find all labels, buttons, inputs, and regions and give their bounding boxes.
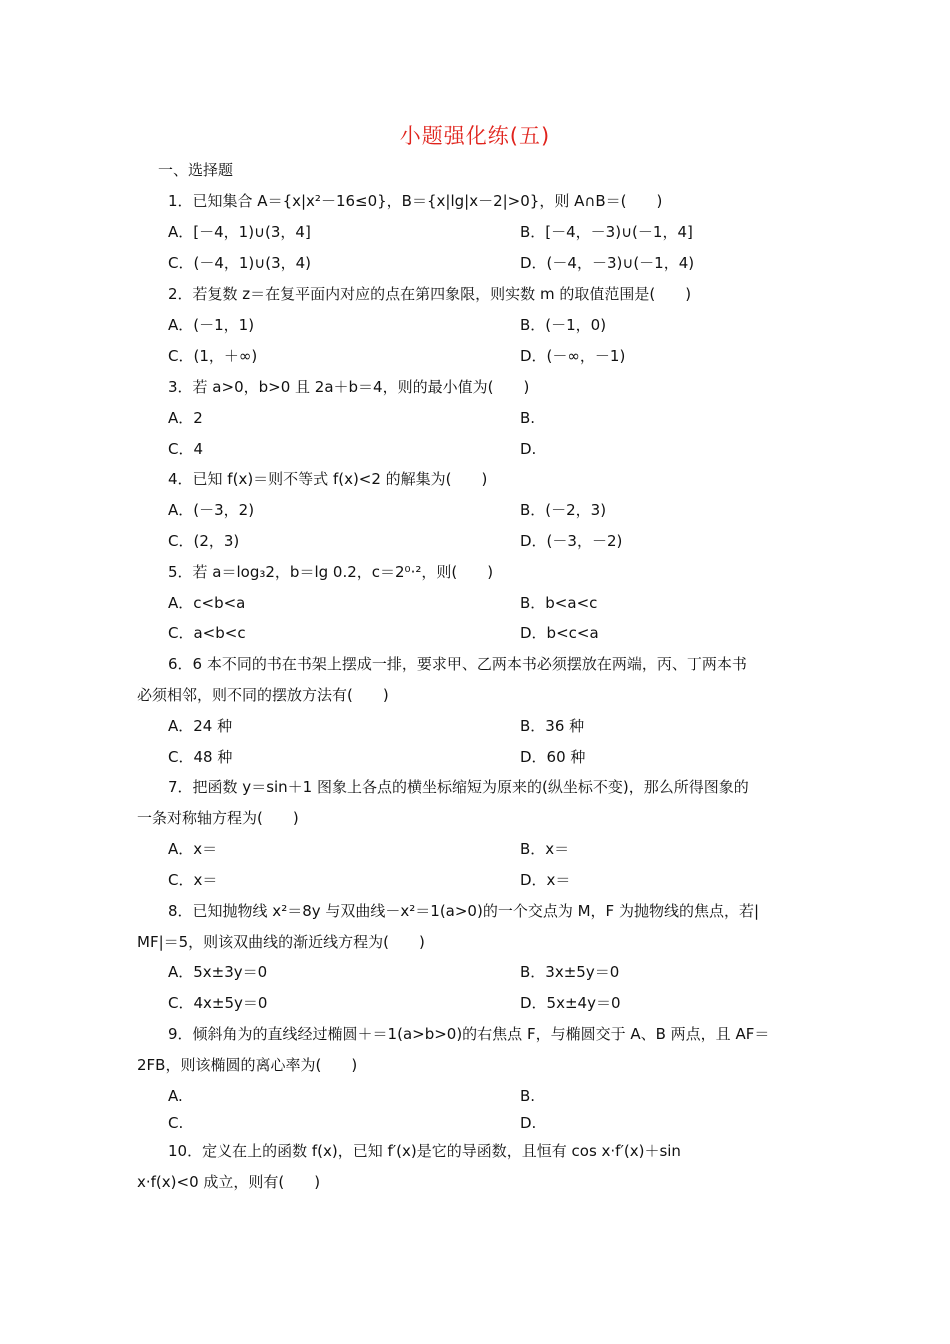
option-b: B．x＝ [520,840,570,858]
option-c: C．x＝ [168,871,218,889]
option-b: B. [520,1087,536,1105]
question-9: 9．倾斜角为的直线经过椭圆＋＝1(a>b>0)的右焦点 F，与椭圆交于 A、B 两点，且 AF＝ [168,1025,770,1043]
option-d: D. [520,1114,537,1132]
option-c: C．4x±5y＝0 [168,994,268,1012]
question-10-continued: x·f(x)<0 成立，则有( ) [137,1173,321,1191]
option-a: A．2 [168,409,203,427]
option-d: D．(－∞，－1) [520,347,626,365]
question-9-continued: 2FB，则该椭圆的离心率为( ) [137,1056,358,1074]
option-d: D．b<c<a [520,624,599,642]
option-c: C．48 种 [168,748,233,766]
option-c: C. [168,1114,184,1132]
option-c: C．(－4，1)∪(3，4) [168,254,312,272]
option-b: B．(－1，0) [520,316,607,334]
option-a: A．5x±3y＝0 [168,963,268,981]
option-d: D. [520,440,537,458]
question-10: 10．定义在上的函数 f(x)，已知 f′(x)是它的导函数，且恒有 cos x·f′(x)＋sin [168,1142,681,1160]
question-8-continued: MF|＝5，则该双曲线的渐近线方程为( ) [137,933,425,951]
question-7-continued: 一条对称轴方程为( ) [137,809,299,827]
option-d: D．5x±4y＝0 [520,994,621,1012]
question-4: 4．已知 f(x)＝则不等式 f(x)<2 的解集为( ) [168,470,488,488]
option-c: C．4 [168,440,204,458]
question-7: 7．把函数 y＝sin＋1 图象上各点的横坐标缩短为原来的(纵坐标不变)，那么所得图象的 [168,778,749,796]
question-6: 6．6 本不同的书在书架上摆成一排，要求甲、乙两本书必须摆放在两端，丙、丁两本书 [168,655,747,673]
option-d: D．60 种 [520,748,586,766]
option-a: A．24 种 [168,717,233,735]
option-a: A．[－4，1)∪(3，4] [168,223,311,241]
question-3: 3．若 a>0，b>0 且 2a＋b＝4，则的最小值为( ) [168,378,530,396]
option-d: D．x＝ [520,871,571,889]
question-1: 1．已知集合 A＝{x|x²－16≤0}，B＝{x|lg|x－2|>0}，则 A∩B＝( ) [168,192,663,210]
option-b: B．3x±5y＝0 [520,963,620,981]
option-c: C．a<b<c [168,624,246,642]
option-d: D．(－4，－3)∪(－1，4) [520,254,695,272]
option-a: A. [168,1087,183,1105]
option-c: C．(2，3) [168,532,240,550]
question-5: 5．若 a＝log₃2，b＝lg 0.2，c＝2⁰·²，则( ) [168,563,494,581]
option-b: B．b<a<c [520,594,598,612]
question-6-continued: 必须相邻，则不同的摆放方法有( ) [137,686,389,704]
option-b: B．(－2，3) [520,501,607,519]
section-heading: 一、选择题 [158,161,234,179]
option-d: D．(－3，－2) [520,532,623,550]
option-a: A．x＝ [168,840,218,858]
question-8: 8．已知抛物线 x²＝8y 与双曲线－x²＝1(a>0)的一个交点为 M，F 为抛物线的焦点，若| [168,902,759,920]
option-a: A．(－1，1) [168,316,255,334]
option-b: B．[－4，－3)∪(－1，4] [520,223,693,241]
option-b: B．36 种 [520,717,585,735]
option-c: C．(1，＋∞) [168,347,258,365]
option-a: A．(－3，2) [168,501,255,519]
question-2: 2．若复数 z＝在复平面内对应的点在第四象限，则实数 m 的取值范围是( ) [168,285,692,303]
page-title: 小题强化练(五) [399,124,551,148]
option-a: A．c<b<a [168,594,246,612]
option-b: B. [520,409,536,427]
